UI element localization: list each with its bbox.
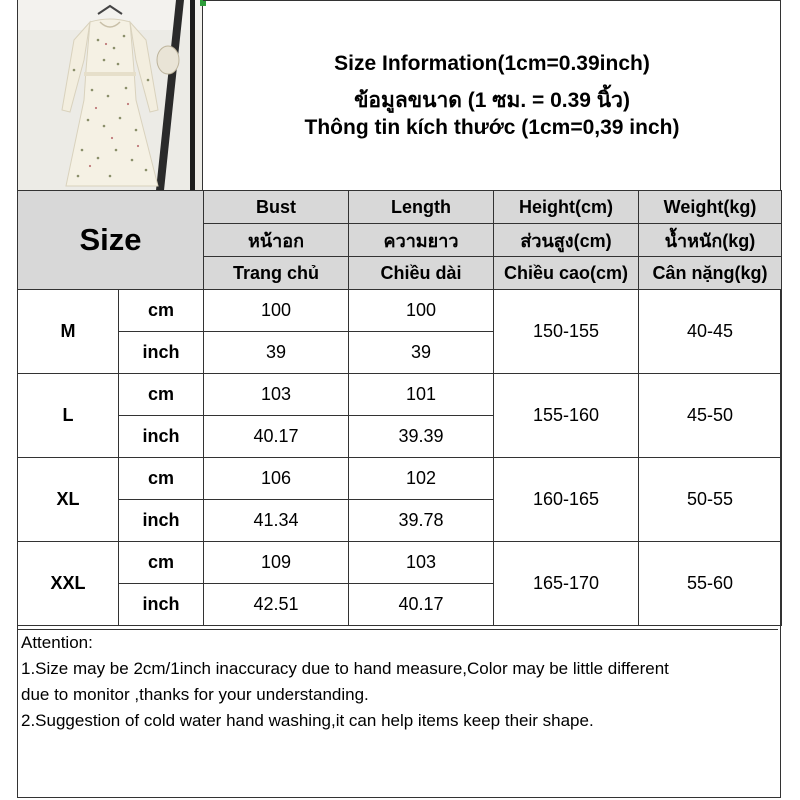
- dress-image: [18, 0, 202, 190]
- length-inch-cell: 40.17: [349, 584, 494, 626]
- column-header-bust-en: Bust: [204, 191, 349, 224]
- notes-title: Attention:: [21, 633, 93, 652]
- size-cell: L: [18, 374, 119, 458]
- unit-cell: inch: [119, 584, 204, 626]
- table-row: [18, 458, 782, 500]
- bust-inch-cell: 39: [204, 332, 349, 374]
- height-cell: 160-165: [494, 458, 639, 542]
- notes-line: 1.Size may be 2cm/1inch inaccuracy due to hand measure,Color may be little different: [21, 659, 669, 678]
- bust-cm-cell: 109: [204, 542, 349, 584]
- length-cm-cell: 102: [349, 458, 494, 500]
- size-cell: XL: [18, 458, 119, 542]
- column-header-bust-th: หน้าอก: [204, 224, 349, 257]
- weight-cell: 45-50: [639, 374, 782, 458]
- length-inch-cell: 39: [349, 332, 494, 374]
- size-table: [17, 190, 782, 626]
- unit-cell: inch: [119, 500, 204, 542]
- length-cm-cell: 100: [349, 290, 494, 332]
- unit-cell: inch: [119, 332, 204, 374]
- bust-cm-cell: 106: [204, 458, 349, 500]
- height-cell: 155-160: [494, 374, 639, 458]
- length-cm-cell: 101: [349, 374, 494, 416]
- table-header-row: [18, 191, 782, 224]
- attention-notes: [18, 629, 778, 734]
- length-cm-cell: 103: [349, 542, 494, 584]
- header-title-vi: Thông tin kích thước (1cm=0,39 inch): [304, 116, 680, 139]
- size-heading: Size: [18, 191, 204, 290]
- notes-line: 2.Suggestion of cold water hand washing,it can help items keep their shape.: [21, 711, 594, 730]
- unit-cell: cm: [119, 290, 204, 332]
- weight-cell: 55-60: [639, 542, 782, 626]
- column-header-weight-en: Weight(kg): [639, 191, 782, 224]
- length-inch-cell: 39.39: [349, 416, 494, 458]
- table-row: [18, 290, 782, 332]
- column-header-weight-th: น้ำหนัก(kg): [639, 224, 782, 257]
- size-cell: M: [18, 290, 119, 374]
- size-info-header: [203, 0, 781, 190]
- bust-inch-cell: 41.34: [204, 500, 349, 542]
- table-row: [18, 542, 782, 584]
- table-row: [18, 374, 782, 416]
- header-title-th: ข้อมูลขนาด (1 ซม. = 0.39 นิ้ว): [354, 89, 630, 112]
- weight-cell: 50-55: [639, 458, 782, 542]
- notes-line: due to monitor ,thanks for your understanding.: [21, 685, 369, 704]
- product-photo: [18, 0, 203, 190]
- bust-cm-cell: 103: [204, 374, 349, 416]
- unit-cell: inch: [119, 416, 204, 458]
- bust-cm-cell: 100: [204, 290, 349, 332]
- unit-cell: cm: [119, 458, 204, 500]
- column-header-height-en: Height(cm): [494, 191, 639, 224]
- bust-inch-cell: 42.51: [204, 584, 349, 626]
- column-header-length-th: ความยาว: [349, 224, 494, 257]
- bust-inch-cell: 40.17: [204, 416, 349, 458]
- weight-cell: 40-45: [639, 290, 782, 374]
- length-inch-cell: 39.78: [349, 500, 494, 542]
- size-cell: XXL: [18, 542, 119, 626]
- column-header-length-en: Length: [349, 191, 494, 224]
- height-cell: 150-155: [494, 290, 639, 374]
- unit-cell: cm: [119, 374, 204, 416]
- header-title-en: Size Information(1cm=0.39inch): [334, 52, 650, 75]
- column-header-weight-vi: Cân nặng(kg): [639, 257, 782, 290]
- column-header-length-vi: Chiều dài: [349, 257, 494, 290]
- column-header-height-vi: Chiều cao(cm): [494, 257, 639, 290]
- column-header-bust-vi: Trang chủ: [204, 257, 349, 290]
- height-cell: 165-170: [494, 542, 639, 626]
- unit-cell: cm: [119, 542, 204, 584]
- column-header-height-th: ส่วนสูง(cm): [494, 224, 639, 257]
